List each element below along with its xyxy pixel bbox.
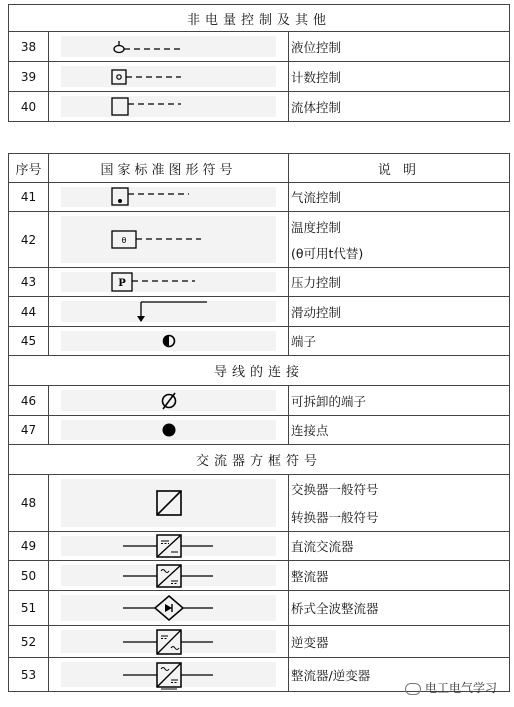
wechat-icon: [405, 683, 421, 695]
description: 流体控制: [289, 92, 510, 122]
row-number: 48: [9, 475, 49, 532]
symbol-cell: [49, 658, 289, 692]
table-row: [9, 626, 510, 658]
description-line2: 转换器一般符号: [291, 510, 379, 525]
symbol-cell: [49, 416, 289, 445]
description: [289, 212, 510, 268]
row-number: 42: [9, 212, 49, 268]
symbol-cell: [49, 62, 289, 92]
description: 连接点: [289, 416, 510, 445]
header-number: 序号: [9, 154, 49, 183]
table-row: [9, 386, 510, 416]
header-symbol: 国家标准图形符号: [49, 154, 289, 183]
detachable-terminal-icon: [109, 389, 229, 413]
sliding-control-icon: [109, 299, 229, 325]
watermark-text: 电工电气学习: [425, 681, 498, 695]
table-row: [9, 268, 510, 297]
symbol-theta: θ: [121, 235, 126, 245]
table-graphic-symbols: [8, 153, 510, 692]
row-number: 46: [9, 386, 49, 416]
description: 滑动控制: [289, 297, 510, 327]
table-row: [9, 92, 510, 122]
row-number: 38: [9, 32, 49, 62]
row-number: 39: [9, 62, 49, 92]
converter-general-icon: [109, 488, 229, 518]
symbol-cell: [49, 212, 289, 268]
table-row: [9, 532, 510, 561]
row-number: 40: [9, 92, 49, 122]
section-title: 非电量控制及其他: [9, 5, 510, 32]
symbol-cell: [49, 626, 289, 658]
symbol-cell: [49, 183, 289, 212]
counting-control-icon: [109, 65, 229, 89]
bridge-rectifier-icon: [109, 593, 229, 623]
table-row: [9, 183, 510, 212]
section-title-converters: 交流器方框符号: [9, 445, 510, 475]
symbol-cell: [49, 561, 289, 591]
description: [289, 475, 510, 532]
description: 压力控制: [289, 268, 510, 297]
watermark: [405, 679, 497, 696]
table-non-electrical-control: [8, 4, 510, 122]
description: 桥式全波整流器: [289, 591, 510, 626]
description: 逆变器: [289, 626, 510, 658]
table-row: [9, 32, 510, 62]
table-row: [9, 212, 510, 268]
temperature-control-icon: [109, 228, 229, 252]
row-number: 43: [9, 268, 49, 297]
symbol-cell: [49, 386, 289, 416]
table-header: [9, 154, 510, 183]
description-line2: (θ可用t代替): [291, 245, 364, 261]
row-number: 41: [9, 183, 49, 212]
symbol-cell: [49, 532, 289, 561]
symbol-cell: [49, 327, 289, 356]
description: 整流器: [289, 561, 510, 591]
symbol-cell: [49, 268, 289, 297]
inverter-icon: [109, 628, 229, 656]
connection-point-icon: [109, 418, 229, 442]
row-number: 52: [9, 626, 49, 658]
airflow-control-icon: [109, 185, 229, 209]
dc-converter-icon: [109, 533, 229, 559]
rectifier-icon: [109, 563, 229, 589]
liquid-level-control-icon: [109, 35, 229, 59]
description: 计数控制: [289, 62, 510, 92]
section-title-wire-connection: 导线的连接: [9, 356, 510, 386]
table-row: [9, 561, 510, 591]
description: 整流器/逆变器: [289, 658, 510, 692]
symbol-cell: [49, 32, 289, 62]
row-number: 44: [9, 297, 49, 327]
symbol-cell: [49, 297, 289, 327]
description: 直流交流器: [289, 532, 510, 561]
table-row: [9, 475, 510, 532]
description-line1: 交换器一般符号: [291, 482, 379, 497]
row-number: 50: [9, 561, 49, 591]
symbol-cell: [49, 92, 289, 122]
pressure-control-icon: [109, 270, 229, 294]
row-number: 51: [9, 591, 49, 626]
row-number: 53: [9, 658, 49, 692]
table-row: [9, 62, 510, 92]
symbol-cell: [49, 591, 289, 626]
symbol-cell: [49, 475, 289, 532]
table-row: [9, 416, 510, 445]
table-row: [9, 591, 510, 626]
terminal-icon: [109, 329, 229, 353]
description: 气流控制: [289, 183, 510, 212]
row-number: 49: [9, 532, 49, 561]
table-row: [9, 297, 510, 327]
symbol-p: P: [117, 278, 126, 289]
table-row: [9, 327, 510, 356]
description: 可拆卸的端子: [289, 386, 510, 416]
row-number: 45: [9, 327, 49, 356]
description: 端子: [289, 327, 510, 356]
row-number: 47: [9, 416, 49, 445]
fluid-control-icon: [109, 95, 229, 119]
header-description: 说 明: [289, 154, 510, 183]
description-line1: 温度控制: [291, 219, 342, 235]
rectifier-inverter-icon: [109, 660, 229, 690]
description: 液位控制: [289, 32, 510, 62]
